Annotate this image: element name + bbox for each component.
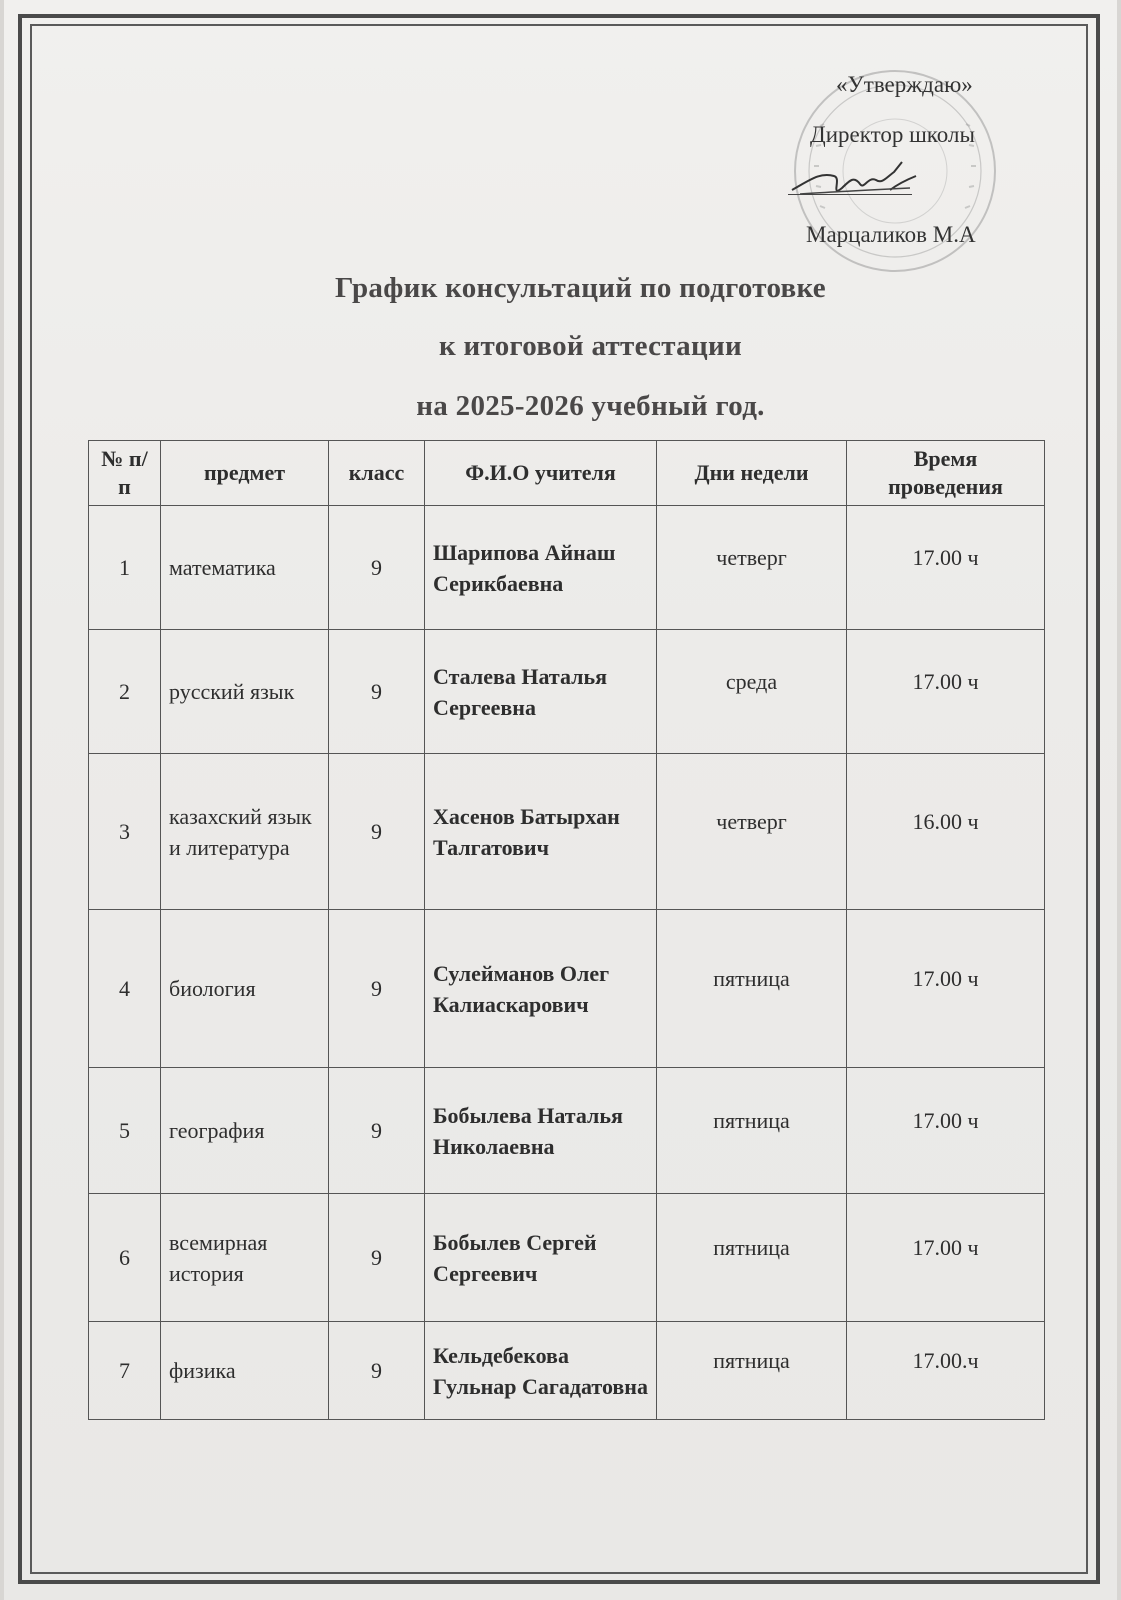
row-day-text: пятница — [713, 1107, 790, 1133]
row-class: 9 — [329, 910, 425, 1068]
table-row — [89, 1194, 1045, 1322]
row-subject: география — [161, 1068, 329, 1194]
row-subject: русский язык — [161, 630, 329, 754]
heading-line-2: к итоговой аттестации — [438, 330, 743, 362]
row-time — [847, 506, 1045, 630]
row-num: 2 — [89, 630, 161, 754]
row-class: 9 — [329, 630, 425, 754]
director-signature — [790, 150, 920, 210]
header-class: класс — [329, 441, 425, 506]
row-day — [657, 1194, 847, 1322]
table-row — [89, 910, 1045, 1068]
row-teacher: Шарипова Айнаш Серикбаевна — [425, 506, 657, 630]
row-time-text: 17.00 ч — [912, 1107, 979, 1133]
row-day — [657, 630, 847, 754]
row-subject: математика — [161, 506, 329, 630]
row-time — [847, 1194, 1045, 1322]
row-time-text: 17.00 ч — [912, 668, 979, 694]
row-day — [657, 910, 847, 1068]
row-day — [657, 506, 847, 630]
row-time-text: 17.00 ч — [912, 1234, 979, 1260]
row-teacher: Бобылев Сергей Сергеевич — [425, 1194, 657, 1322]
row-time-text: 17.00 ч — [912, 965, 979, 991]
table-row — [89, 506, 1045, 630]
header-days: Дни недели — [657, 441, 847, 506]
row-day-text: пятница — [713, 1234, 790, 1260]
signature-line — [788, 194, 912, 195]
header-num: № п/п — [89, 441, 161, 506]
row-time-text: 17.00 ч — [912, 544, 979, 570]
header-time: Время проведения — [847, 441, 1045, 506]
row-num: 1 — [89, 506, 161, 630]
row-num: 4 — [89, 910, 161, 1068]
row-class: 9 — [329, 506, 425, 630]
approval-role: Директор школы — [810, 122, 975, 147]
row-num: 3 — [89, 754, 161, 910]
row-time — [847, 630, 1045, 754]
row-day — [657, 754, 847, 910]
row-day — [657, 1322, 847, 1420]
approval-name: Марцаликов М.А — [806, 222, 976, 247]
row-teacher: Кельдебекова Гульнар Сагадатовна — [425, 1322, 657, 1420]
row-time — [847, 1068, 1045, 1194]
row-time — [847, 910, 1045, 1068]
consultation-schedule-table — [88, 440, 1045, 1420]
row-time-text: 16.00 ч — [912, 808, 979, 834]
row-day — [657, 1068, 847, 1194]
row-time — [847, 1322, 1045, 1420]
row-subject: биология — [161, 910, 329, 1068]
row-class: 9 — [329, 1194, 425, 1322]
row-num: 6 — [89, 1194, 161, 1322]
row-day-text: пятница — [713, 965, 790, 991]
row-time — [847, 754, 1045, 910]
heading-line-1: График консультаций по подготовке — [335, 272, 826, 304]
row-day-text: четверг — [716, 808, 787, 834]
table-header-row — [89, 441, 1045, 506]
header-subject: предмет — [161, 441, 329, 506]
row-num: 5 — [89, 1068, 161, 1194]
row-class: 9 — [329, 754, 425, 910]
row-teacher: Сулейманов Олег Калиаскарович — [425, 910, 657, 1068]
row-teacher: Сталева Наталья Сергеевна — [425, 630, 657, 754]
row-class: 9 — [329, 1068, 425, 1194]
heading-line-3: на 2025-2026 учебный год. — [416, 390, 765, 422]
row-teacher: Бобылева Наталья Николаевна — [425, 1068, 657, 1194]
row-day-text: пятница — [713, 1347, 790, 1373]
approval-title: «Утверждаю» — [836, 72, 973, 97]
table-row — [89, 630, 1045, 754]
row-num: 7 — [89, 1322, 161, 1420]
row-subject: всемирная история — [161, 1194, 329, 1322]
header-teacher: Ф.И.О учителя — [425, 441, 657, 506]
table-row — [89, 754, 1045, 910]
table-row — [89, 1068, 1045, 1194]
row-time-text: 17.00.ч — [912, 1347, 979, 1373]
row-day-text: четверг — [716, 544, 787, 570]
table-row — [89, 1322, 1045, 1420]
row-subject: казахский язык и литература — [161, 754, 329, 910]
row-subject: физика — [161, 1322, 329, 1420]
row-day-text: среда — [725, 668, 778, 694]
row-teacher: Хасенов Батырхан Талгатович — [425, 754, 657, 910]
row-class: 9 — [329, 1322, 425, 1420]
